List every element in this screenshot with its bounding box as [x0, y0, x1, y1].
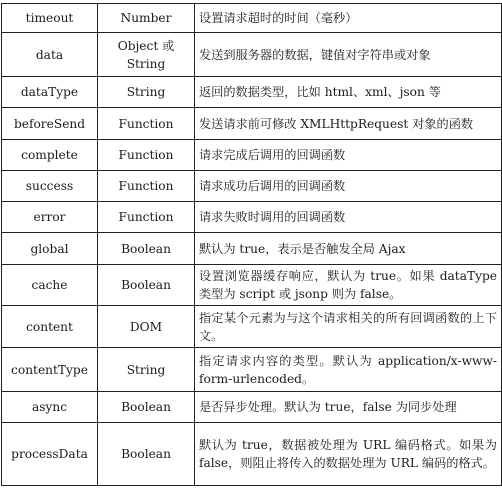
- option-name-cell: processData: [2, 423, 98, 486]
- option-description-cell: 默认为 true，数据被处理为 URL 编码格式。如果为 false，则阻止将传入的数据处理为 URL 编码的格式。: [195, 423, 502, 486]
- option-type-cell: Boolean: [98, 392, 195, 423]
- option-description-cell: 设置请求超时的时间（毫秒）: [195, 4, 502, 33]
- table-row: [2, 202, 502, 233]
- option-name-cell: beforeSend: [2, 108, 98, 140]
- option-description-cell: 默认为 true，表示是否触发全局 Ajax: [195, 233, 502, 265]
- option-name-cell: async: [2, 392, 98, 423]
- option-description-cell: 请求失败时调用的回调函数: [195, 202, 502, 233]
- table-row: [2, 171, 502, 202]
- table-row: [2, 108, 502, 140]
- option-type-cell: Function: [98, 108, 195, 140]
- option-name-cell: cache: [2, 265, 98, 306]
- table-row: [2, 4, 502, 33]
- option-name-cell: contentType: [2, 348, 98, 392]
- table-row: [2, 423, 502, 486]
- option-name-cell: timeout: [2, 4, 98, 33]
- option-description-cell: 指定请求内容的类型。默认为 application/x-www-form-urlencoded。: [195, 348, 502, 392]
- option-type-cell: String: [98, 77, 195, 108]
- table-row: [2, 33, 502, 77]
- option-type-cell: Number: [98, 4, 195, 33]
- option-type-cell: Function: [98, 202, 195, 233]
- option-type-cell: Boolean: [98, 265, 195, 306]
- table-row: [2, 348, 502, 392]
- option-name-cell: error: [2, 202, 98, 233]
- option-type-cell: Boolean: [98, 423, 195, 486]
- table-row: [2, 392, 502, 423]
- option-name-cell: data: [2, 33, 98, 77]
- option-description-cell: 指定某个元素为与这个请求相关的所有回调函数的上下文。: [195, 306, 502, 348]
- option-type-cell: Boolean: [98, 233, 195, 265]
- option-name-cell: success: [2, 171, 98, 202]
- option-type-cell: Object 或 String: [98, 33, 195, 77]
- option-name-cell: dataType: [2, 77, 98, 108]
- ajax-options-table: [1, 3, 502, 486]
- table-row: [2, 77, 502, 108]
- option-type-cell: String: [98, 348, 195, 392]
- option-name-cell: content: [2, 306, 98, 348]
- option-description-cell: 返回的数据类型，比如 html、xml、json 等: [195, 77, 502, 108]
- option-description-cell: 发送请求前可修改 XMLHttpRequest 对象的函数: [195, 108, 502, 140]
- option-description-cell: 是否异步处理。默认为 true，false 为同步处理: [195, 392, 502, 423]
- option-description-cell: 发送到服务器的数据，键值对字符串或对象: [195, 33, 502, 77]
- table-row: [2, 140, 502, 171]
- option-name-cell: complete: [2, 140, 98, 171]
- option-description-cell: 请求完成后调用的回调函数: [195, 140, 502, 171]
- table-row: [2, 233, 502, 265]
- option-description-cell: 设置浏览器缓存响应，默认为 true。如果 dataType 类型为 script 或 jsonp 则为 false。: [195, 265, 502, 306]
- option-description-cell: 请求成功后调用的回调函数: [195, 171, 502, 202]
- table-row: [2, 306, 502, 348]
- option-type-cell: Function: [98, 171, 195, 202]
- table-row: [2, 265, 502, 306]
- option-type-cell: DOM: [98, 306, 195, 348]
- option-name-cell: global: [2, 233, 98, 265]
- option-type-cell: Function: [98, 140, 195, 171]
